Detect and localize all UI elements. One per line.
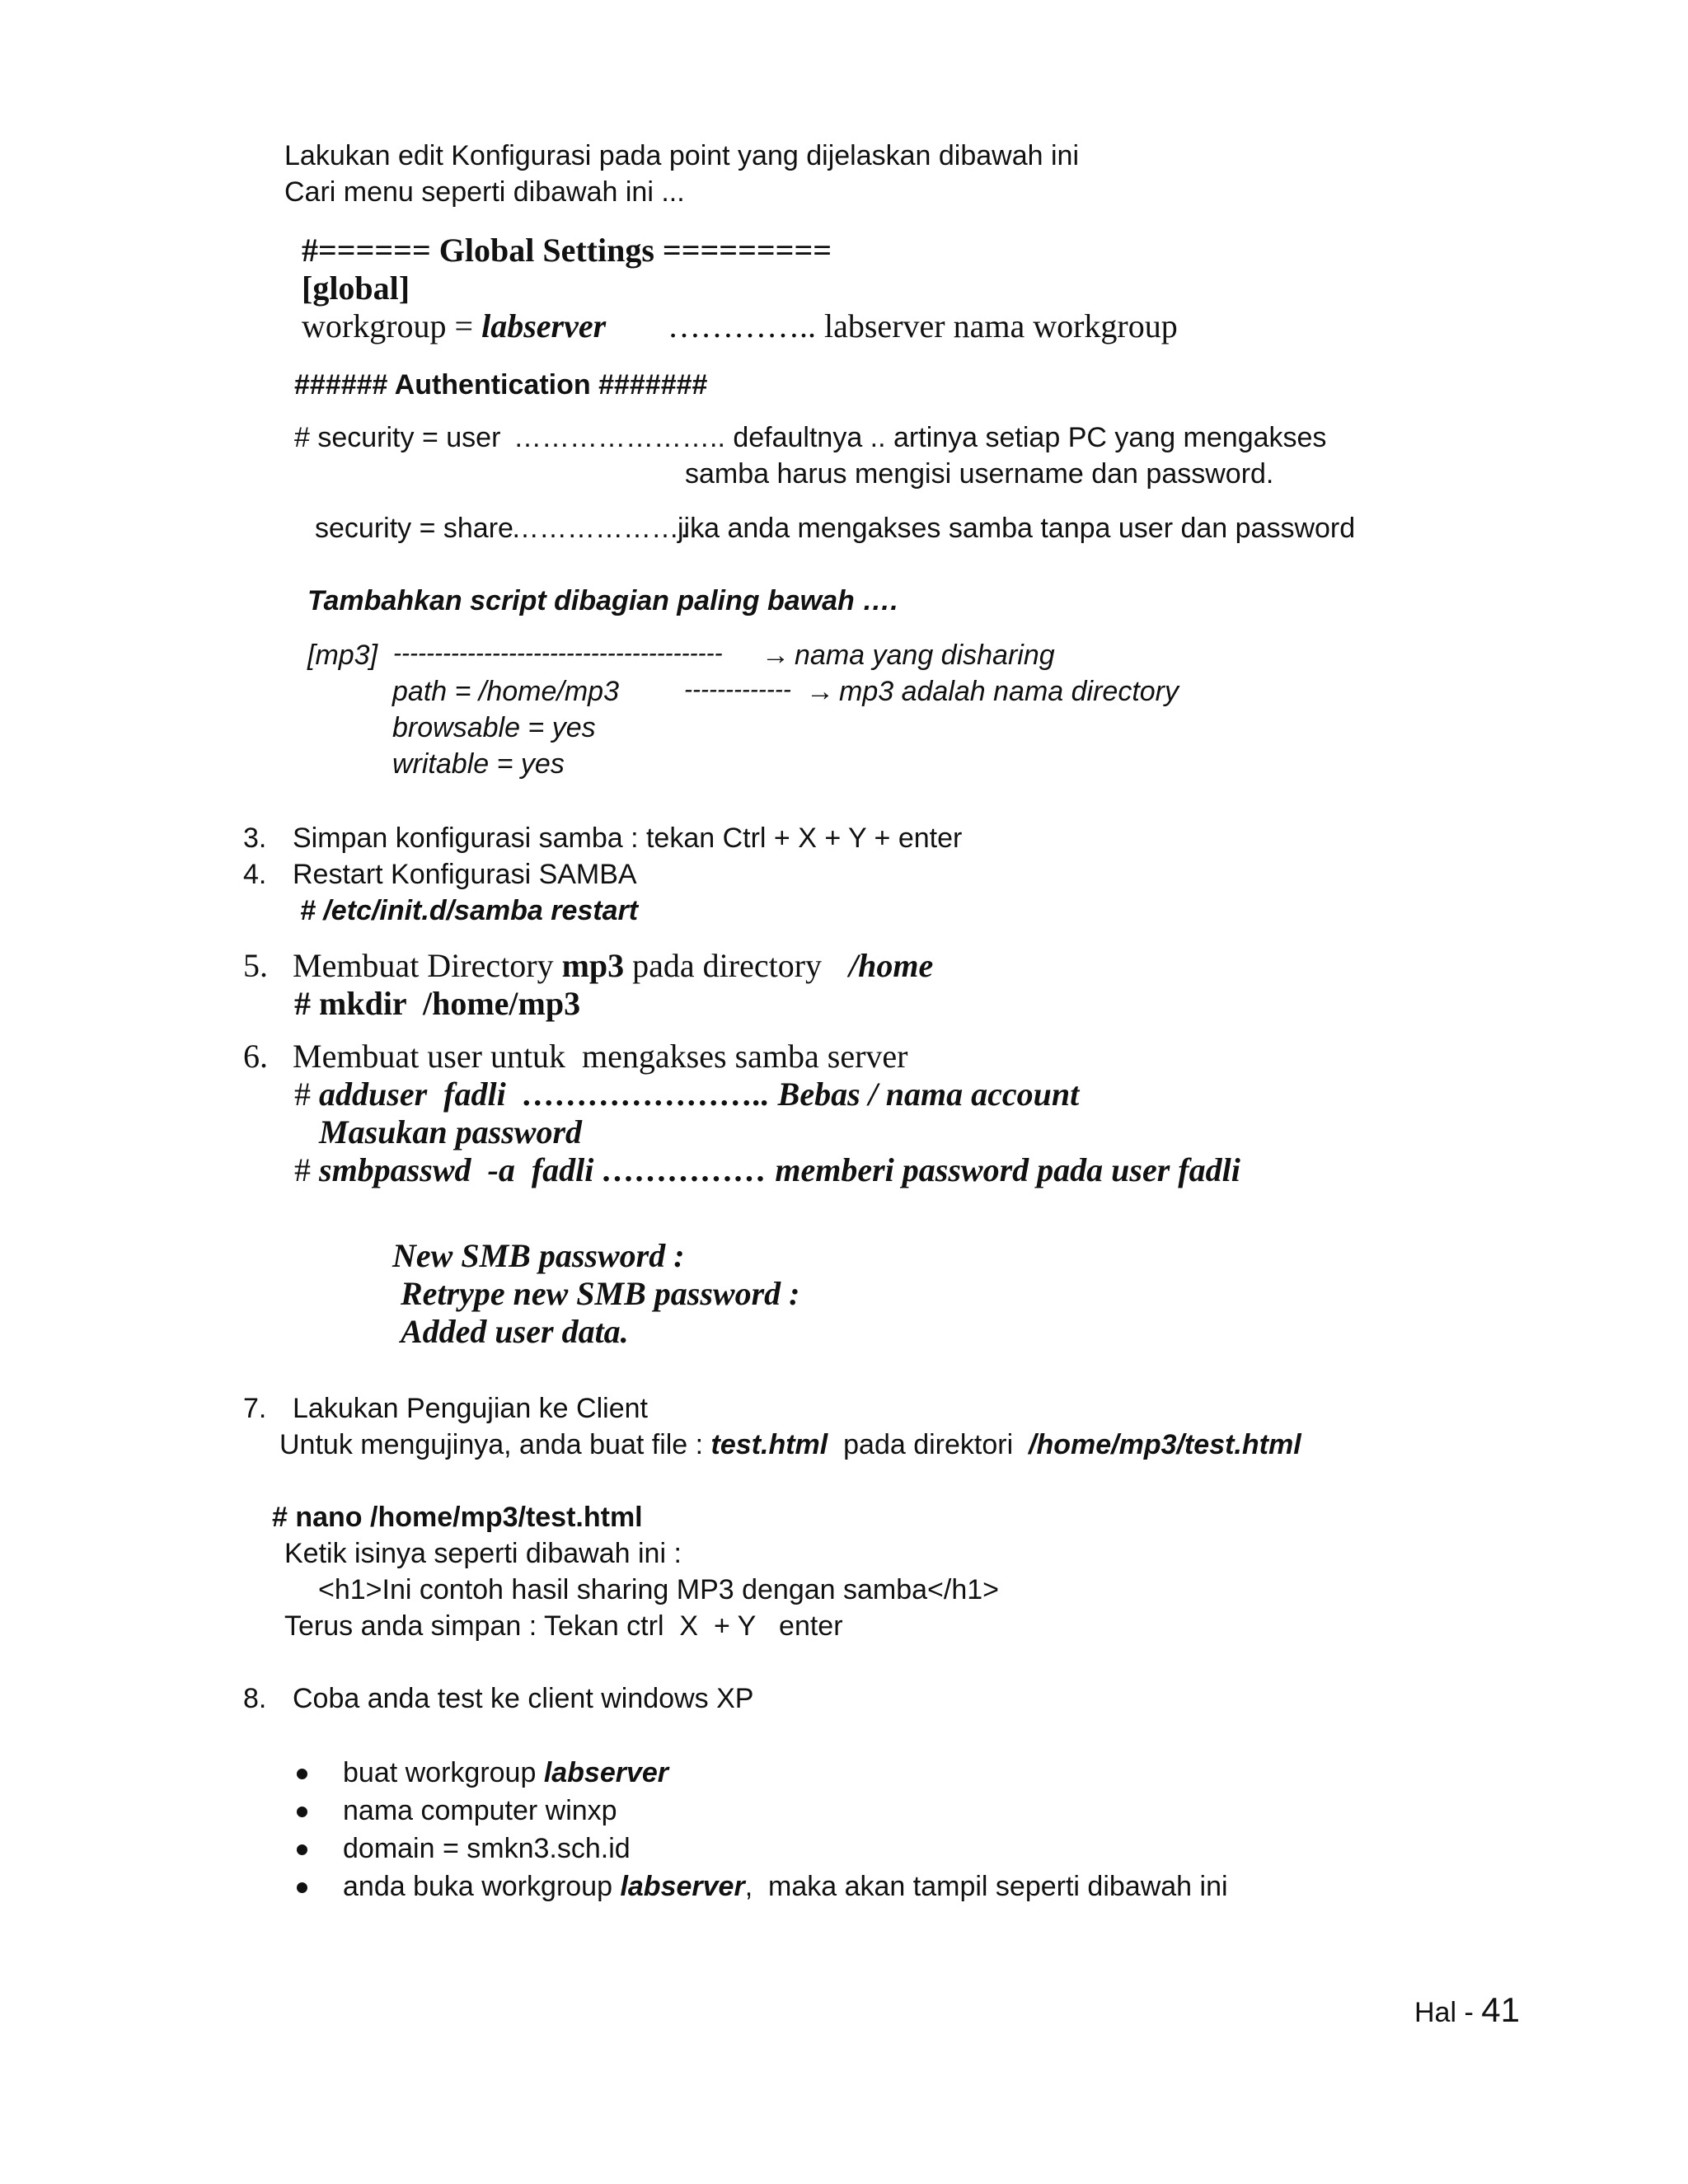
bullet-1-workgroup: labserver (543, 1757, 669, 1788)
step-7-line-b: pada direktori (828, 1429, 1029, 1460)
step-3-text: Simpan konfigurasi samba : tekan Ctrl + X + Y + enter (293, 823, 963, 854)
step-7-ketik: Ketik isinya seperti dibawah ini : (284, 1538, 682, 1569)
share-name: [mp3] (307, 640, 378, 671)
workgroup-line (302, 307, 607, 344)
security-share-line: security = share (315, 513, 513, 544)
step-8-text: Coba anda test ke client windows XP (293, 1683, 754, 1714)
path-line: path = /home/mp3 (392, 676, 620, 707)
global-section: [global] (302, 269, 410, 307)
step-6-masukan: Masukan password (319, 1113, 583, 1151)
bullet-4-text-a: anda buka workgroup (343, 1871, 621, 1902)
bullet-item-4 (343, 1872, 1228, 1900)
bullet-icon (297, 1769, 307, 1779)
bullet-icon (297, 1844, 307, 1855)
step-5-hash: # (294, 985, 319, 1022)
workgroup-value: labserver (481, 307, 607, 344)
security-share-dots: ………………… (511, 513, 707, 544)
step-5-dir-name: mp3 (561, 947, 625, 984)
step-7-line-a: Untuk mengujinya, anda buat file : (279, 1429, 711, 1460)
share-dashes: ---------------------------------------- (393, 640, 723, 667)
security-share-note: jika anda mengakses samba tanpa user dan password (678, 513, 1356, 544)
step-7-nano-command: # nano /home/mp3/test.html (272, 1502, 643, 1533)
smb-output-1: New SMB password : (392, 1237, 685, 1274)
bullet-icon (297, 1807, 307, 1817)
step-6-smbpasswd-cmd: smbpasswd -a fadli …………… memberi password pada user fadli (319, 1151, 1240, 1188)
smb-output-2: Retrype new SMB password : (401, 1275, 800, 1312)
workgroup-key: workgroup = (302, 307, 482, 344)
step-7-number: 7. (243, 1393, 267, 1424)
intro-line-1: Lakukan edit Konfigurasi pada point yang dijelaskan dibawah ini (284, 140, 1080, 171)
step-5-text-c: pada directory (624, 947, 823, 984)
step-6-hash-2: # (294, 1151, 319, 1188)
step-7-instructions (279, 1431, 1301, 1459)
browsable-line: browsable = yes (392, 712, 596, 743)
step-6-number: 6. (243, 1038, 268, 1075)
step-7-text: Lakukan Pengujian ke Client (293, 1393, 648, 1424)
page-number (1414, 1990, 1520, 2029)
bullet-icon (297, 1882, 307, 1893)
arrow-right-icon: → (762, 640, 790, 671)
share-note: nama yang disharing (795, 640, 1055, 671)
global-settings-heading: #====== Global Settings ========= (302, 232, 832, 269)
step-6-text: Membuat user untuk mengakses samba server (293, 1038, 908, 1075)
security-user-line: # security = user (294, 422, 501, 453)
path-dashes: ------------- (684, 676, 791, 703)
bullet-4-workgroup: labserver (620, 1871, 745, 1902)
step-7-filename: test.html (710, 1429, 828, 1460)
step-6-adduser (294, 1078, 1079, 1111)
step-5-text-a: Membuat Directory (293, 947, 562, 984)
script-heading: Tambahkan script dibagian paling bawah …. (307, 585, 898, 616)
authentication-heading: ###### Authentication ####### (294, 369, 708, 401)
step-7-html-content: <h1>Ini contoh hasil sharing MP3 dengan samba</h1> (318, 1574, 1000, 1605)
step-5-text (293, 949, 822, 982)
writable-line: writable = yes (392, 748, 565, 780)
step-3-number: 3. (243, 823, 267, 854)
step-4-number: 4. (243, 859, 267, 890)
intro-line-2: Cari menu seperti dibawah ini ... (284, 176, 685, 208)
step-5-directory: /home (849, 947, 934, 984)
step-4-text: Restart Konfigurasi SAMBA (293, 859, 637, 890)
bullet-item-1 (343, 1759, 668, 1787)
page-number-value: 41 (1481, 1990, 1520, 2029)
step-6-hash-1: # (294, 1076, 319, 1113)
step-7-simpan: Terus anda simpan : Tekan ctrl X + Y enter (284, 1610, 843, 1642)
security-user-note: ………………….. defaultnya .. artinya setiap PC yang mengakses (513, 422, 1327, 453)
step-5-number: 5. (243, 947, 268, 984)
path-note: mp3 adalah nama directory (839, 676, 1179, 707)
bullet-item-3: domain = smkn3.sch.id (343, 1833, 631, 1864)
step-5-command (294, 987, 580, 1020)
bullet-item-2: nama computer winxp (343, 1795, 617, 1826)
smb-output-3: Added user data. (401, 1313, 629, 1350)
step-4-command: # /etc/init.d/samba restart (300, 895, 639, 926)
step-8-number: 8. (243, 1683, 267, 1714)
page-number-label: Hal - (1414, 1997, 1482, 2028)
step-5-mkdir: mkdir /home/mp3 (319, 985, 581, 1022)
security-user-note-cont: samba harus mengisi username dan password. (685, 458, 1274, 490)
bullet-4-text-c: , maka akan tampil seperti dibawah ini (744, 1871, 1228, 1902)
step-7-path: /home/mp3/test.html (1029, 1429, 1301, 1460)
bullet-1-text: buat workgroup (343, 1757, 544, 1788)
arrow-right-icon: → (806, 676, 834, 707)
step-6-smbpasswd (294, 1151, 1240, 1188)
workgroup-note: ………….. labserver nama workgroup (668, 307, 1178, 344)
step-6-adduser-cmd: adduser fadli ………………….. Bebas / nama account (319, 1076, 1080, 1113)
